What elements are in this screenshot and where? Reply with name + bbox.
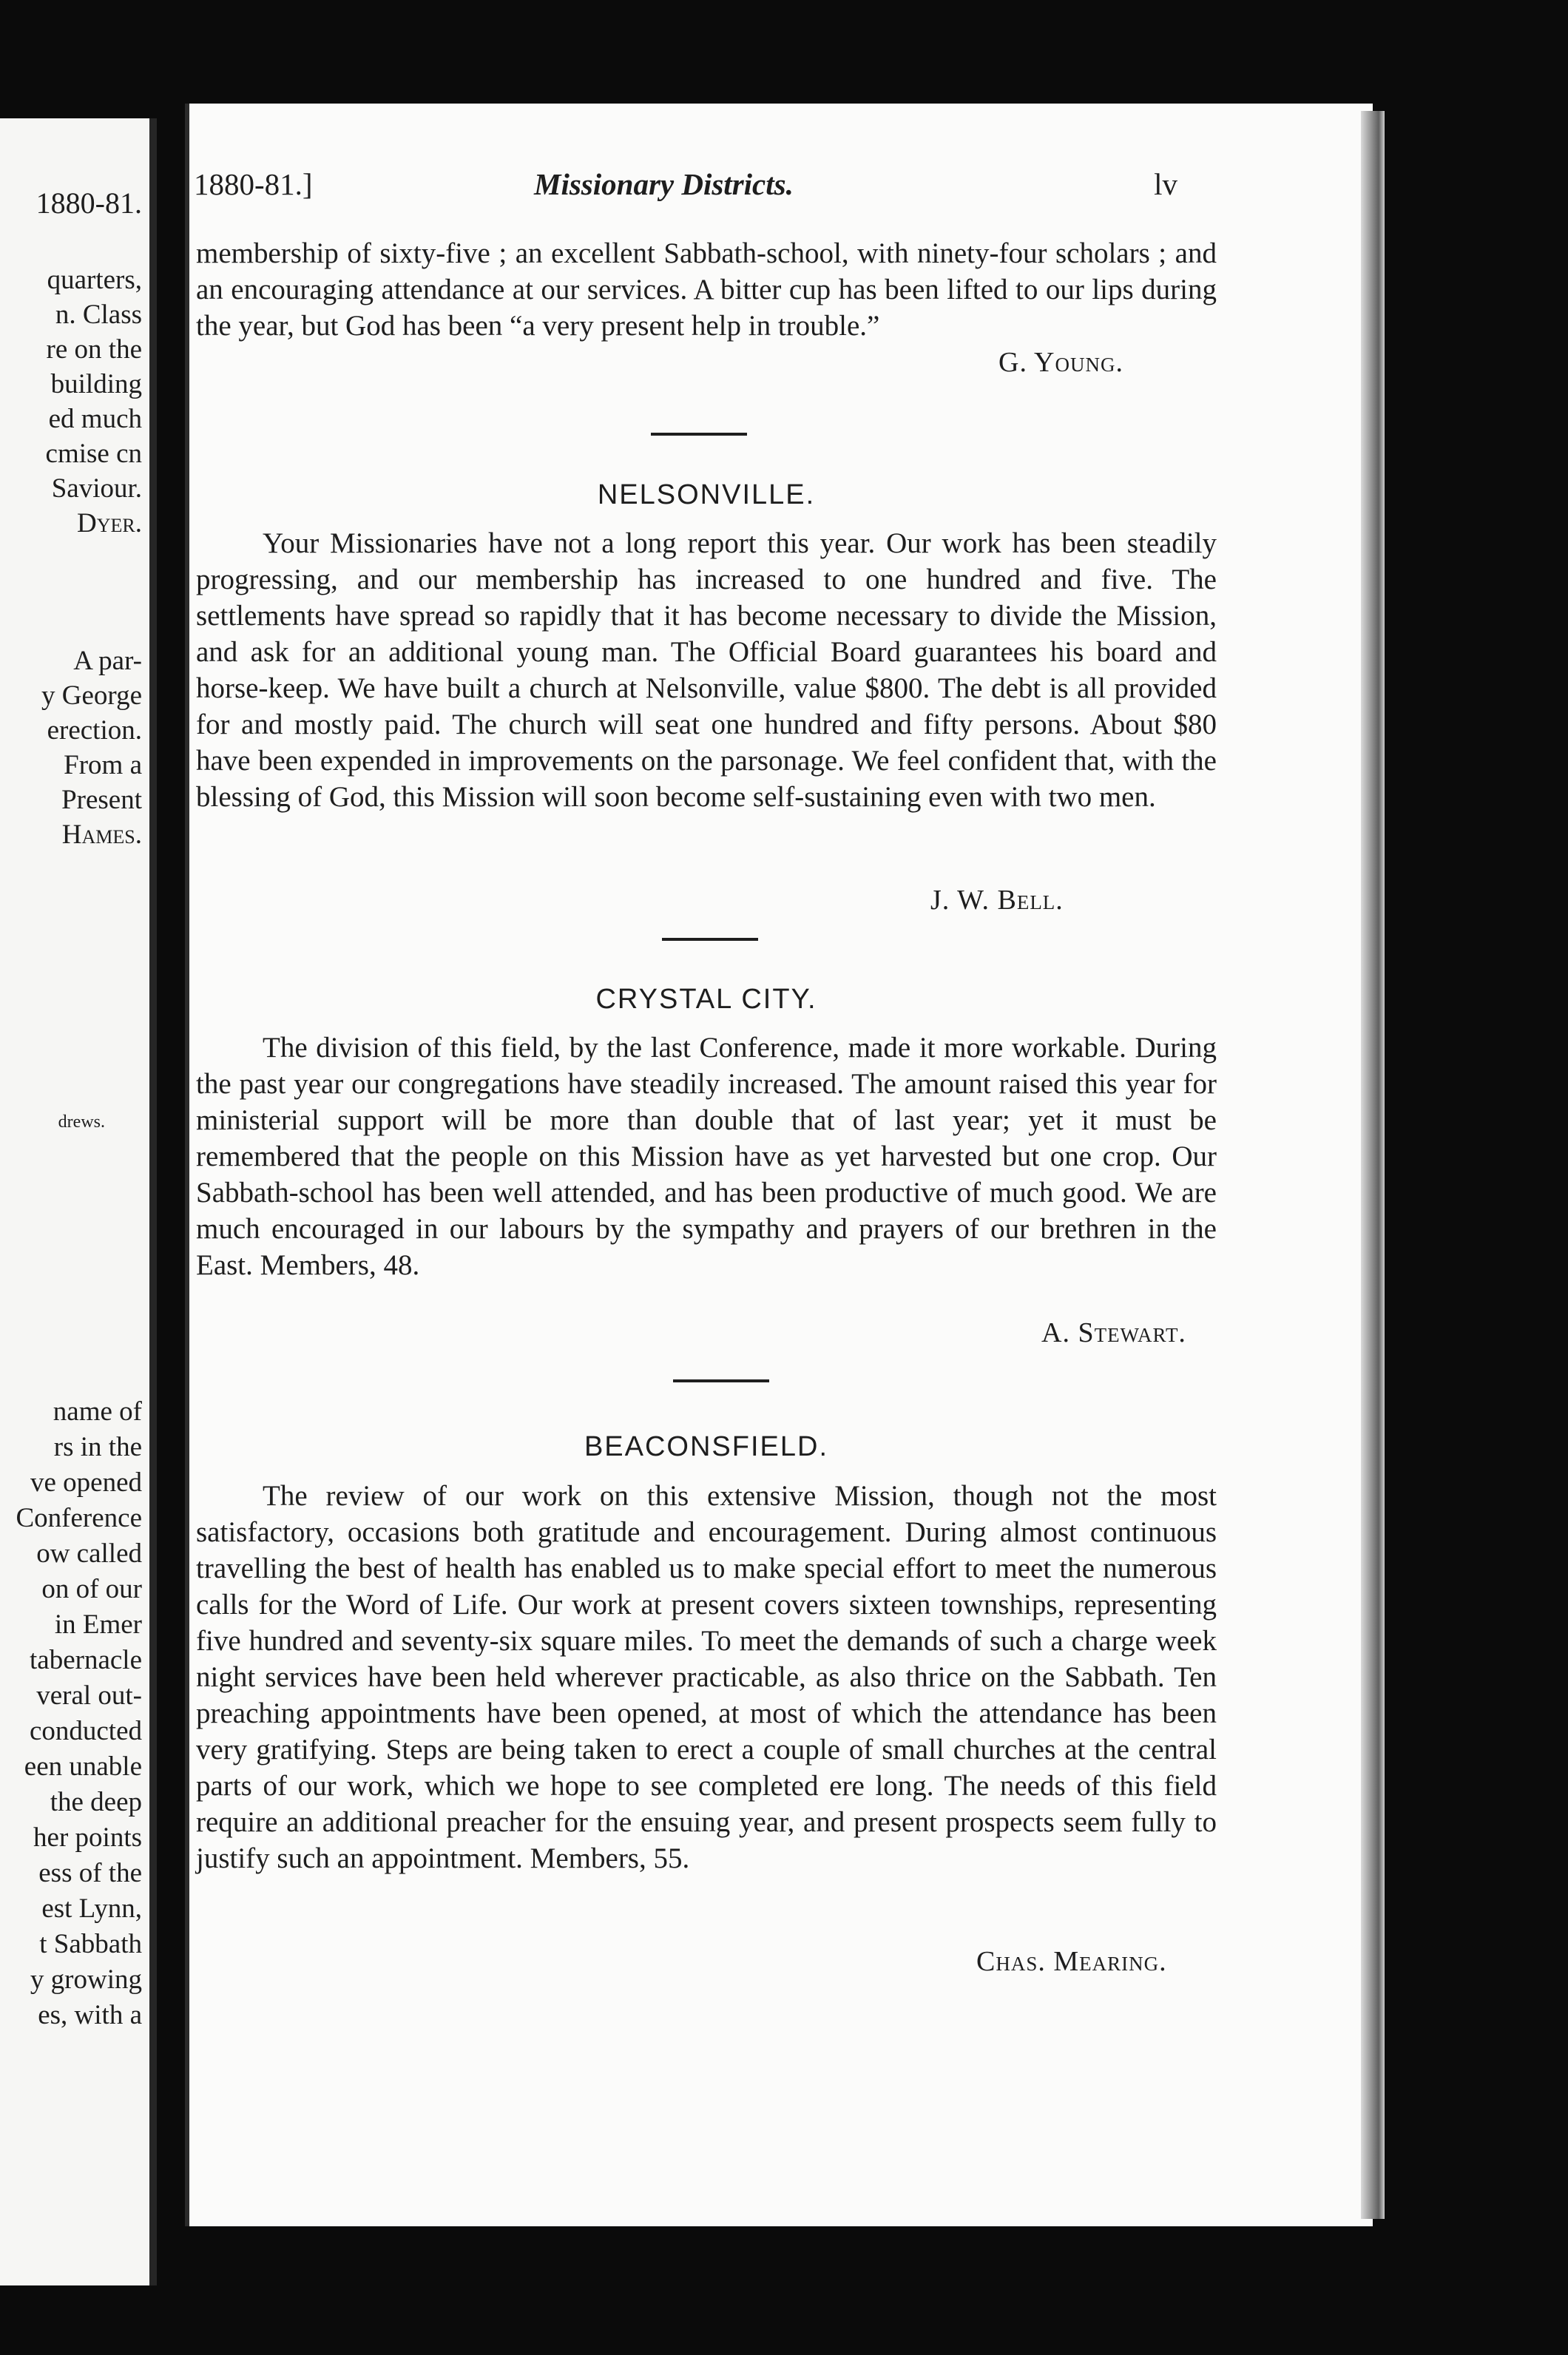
left-page-fragment [0,118,157,2285]
left-fragment-line: n. Class [55,300,142,330]
left-fragment-line: re on the [46,334,142,365]
left-fragment-line: conducted [29,1716,142,1746]
left-page-header: 1880-81. [36,186,142,220]
left-fragment-line: een unable [24,1751,142,1782]
section-divider [662,938,758,941]
left-fragment-line: Conference [16,1503,142,1533]
left-fragment-line: y George [41,680,142,711]
left-fragment-line: the deep [50,1787,142,1817]
section-paragraph [196,1478,1217,1876]
left-fragment-line: Saviour. [51,473,142,504]
left-fragment-line: quarters, [47,265,142,295]
left-fragment-line: ve opened [30,1467,142,1498]
running-head-year: 1880-81.] [194,167,313,201]
continuation-paragraph [196,235,1217,344]
left-fragment-line: From a [64,750,142,780]
section-paragraph [196,1030,1217,1283]
left-fragment-line: rs in the [53,1432,142,1462]
left-fragment-line: cmise cn [45,439,142,469]
section-heading: NELSONVILLE. [597,479,816,510]
left-fragment-line: ess of the [38,1858,142,1888]
signature: A. Stewart. [1041,1317,1186,1348]
left-fragment-line: in Emer [54,1609,142,1640]
signature: G. Young. [998,347,1123,378]
signature: Chas. Mearing. [976,1946,1167,1977]
page-number: lv [1154,167,1177,201]
left-fragment-line: est Lynn, [41,1893,142,1924]
paragraph-text: The division of this field, by the last Conference, made it more workable. During the past year our congregations have steadily increased. The amount raised this year for ministerial support will be more than double that of last year; yet it must be remembered that the people on this Mission have as yet harvested but one crop. Our Sabbath-school has been well attended, and has been productive of much good. We are much encouraged in our labours by the sympathy and prayers of our brethren in the East. Members, 48. [196,1032,1217,1281]
section-paragraph [196,525,1217,815]
left-fragment-line: name of [53,1396,142,1427]
left-fragment-line: y growing [30,1964,142,1995]
paragraph-text: Your Missionaries have not a long report this year. Our work has been steadily progressing, and our membership has increased to one hundred and five. The settlements have spread so rapidly that it has become necessary to divide the Mission, and ask for an additional young man. The Official Board guarantees his board and horse-keep. We have built a church at Nelsonville, value $800. The debt is all provided for and mostly paid. The church will seat one hundred and fifty persons. About $80 have been expended in improvements on the parsonage. We feel confident that, with the blessing of God, this Mission will soon become self-sustaining even with two men. [196,527,1217,813]
left-fragment-line: erection. [47,715,142,746]
running-head-title: Missionary Districts. [534,167,794,201]
section-divider [651,433,747,436]
left-fragment-line: Present [61,785,142,815]
left-fragment-line: ed much [48,404,142,434]
left-fragment-signature: Hames. [61,820,142,850]
left-fragment-line: ow called [36,1538,142,1569]
left-fragment-line: tabernacle [30,1645,142,1675]
left-fragment-line: building [50,369,142,399]
left-fragment-line: veral out- [36,1680,142,1711]
running-head [194,166,1177,211]
section-heading: CRYSTAL CITY. [595,984,817,1015]
left-fragment-line: t Sabbath [39,1929,142,1959]
section-divider [673,1379,769,1382]
left-fragment-line: A par- [73,646,142,676]
left-fragment-signature: Dyer. [77,508,142,538]
paragraph-text: The review of our work on this extensive Mission, though not the most satisfactory, occasions both gratitude and encouragement. During almost continuous travelling the best of health has enabled us to make special effort to meet the numerous calls for the Word of Life. Our work at present covers sixteen townships, representing five hundred and seventy-six square miles. To meet the demands of such a charge week night services have been held wherever practicable, as also thrice on the Sabbath. Ten preaching appointments have been opened, at most of which the attendance has been very gratifying. Steps are being taken to erect a couple of small churches at the central parts of our work, which we hope to see completed ere long. The needs of this field require an additional preacher for the ensuing year, and present prospects seem fully to justify such an appointment. Members, 55. [196,1480,1217,1874]
left-fragment-line: her points [33,1822,142,1853]
left-fragment-signature: drews. [58,1112,105,1132]
section-heading: BEACONSFIELD. [584,1431,829,1462]
left-fragment-line: on of our [41,1574,142,1604]
signature: J. W. Bell. [930,885,1064,916]
page-edge-shadow [1361,111,1385,2219]
left-fragment-line: es, with a [38,2000,142,2030]
paragraph-text: membership of sixty-five ; an excellent Sabbath-school, with ninety-four scholars ; and an encouraging attendance at our services. A bitter cup has been lifted to our lips during the year, but God has been “a very present help in trouble.” [196,237,1217,342]
